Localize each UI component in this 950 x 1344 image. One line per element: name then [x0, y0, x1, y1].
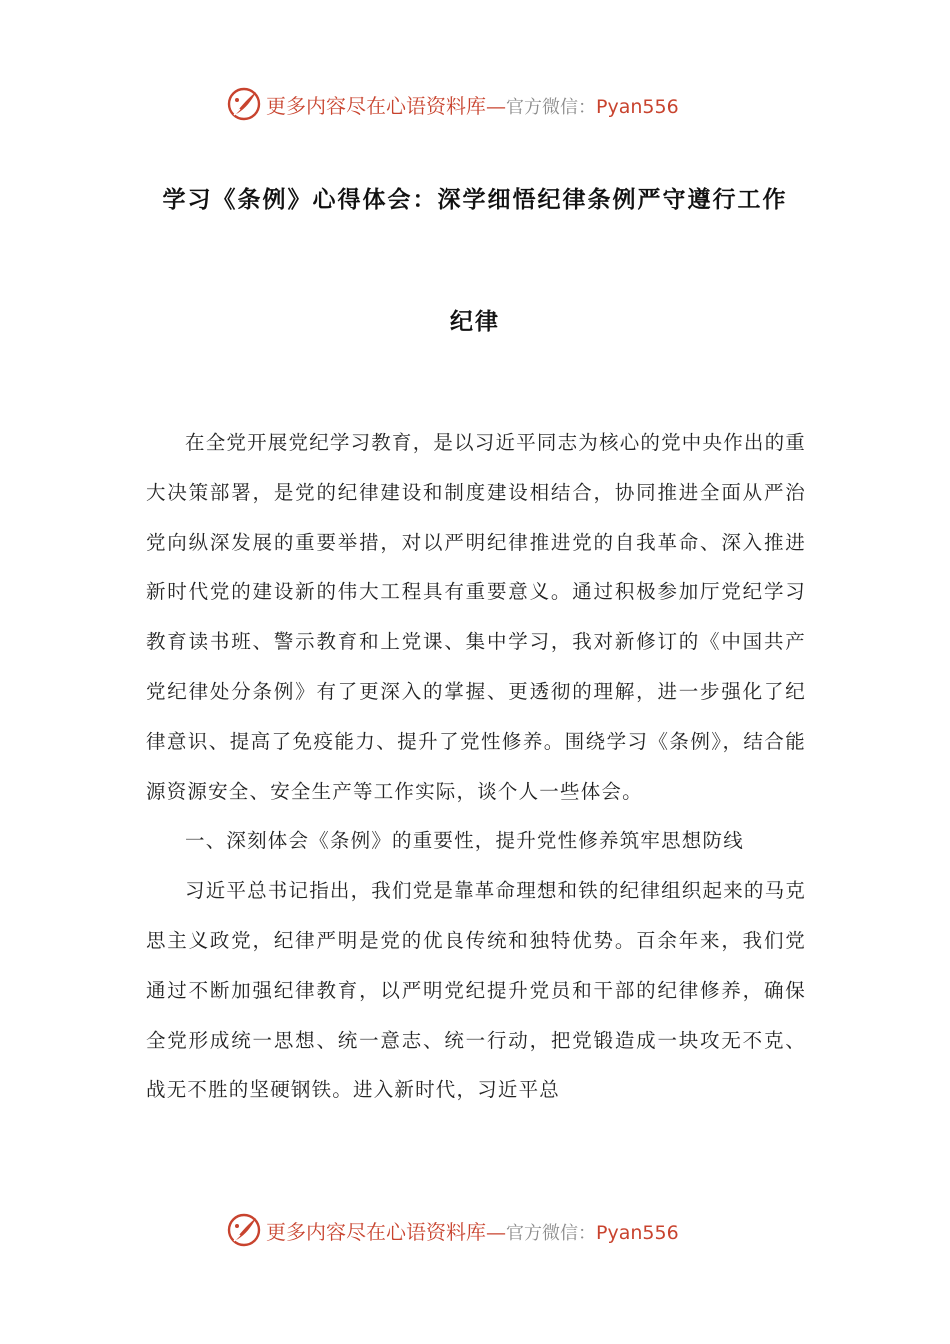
banner-wechat-id: Pyan556 — [596, 1221, 679, 1244]
banner-slogan: 更多内容尽在心语资料库 — [266, 1219, 486, 1244]
banner-wechat-id: Pyan556 — [596, 95, 679, 118]
document-body — [146, 418, 806, 1115]
banner-wechat-label: 官方微信： — [506, 1222, 596, 1244]
document-title-line-2: 纪律 — [450, 309, 500, 335]
banner-dash: — — [486, 93, 506, 118]
banner-wechat-label: 官方微信： — [506, 96, 596, 118]
header-banner — [0, 84, 950, 124]
quill-logo-icon — [226, 86, 262, 122]
banner-text — [266, 90, 679, 119]
body-paragraph: 习近平总书记指出，我们党是靠革命理想和铁的纪律组织起来的马克思主义政党，纪律严明是党的优良传统和独特优势。百余年来，我们党通过不断加强纪律教育，以严明党纪提升党员和干部的纪律修养，确保全党形成统一思想、统一意志、统一行动，把党锻造成一块攻无不克、战无不胜的坚硬钢铁。进入新时代，习近平总 — [146, 879, 807, 1102]
banner-text — [266, 1216, 679, 1245]
quill-logo-icon — [226, 1212, 262, 1248]
footer-banner — [0, 1210, 950, 1250]
body-paragraph: 在全党开展党纪学习教育，是以习近平同志为核心的党中央作出的重大决策部署，是党的纪律建设和制度建设相结合，协同推进全面从严治党向纵深发展的重要举措，对以严明纪律推进党的自我革命、深入推进新时代党的建设新的伟大工程具有重要意义。通过积极参加厅党纪学习教育读书班、警示教育和上党课、集中学习，我对新修订的《中国共产党纪律处分条例》有了更深入的掌握、更透彻的理解，进一步强化了纪律意识、提高了免疫能力、提升了党性修养。围绕学习《条例》，结合能源资源安全、安全生产等工作实际，谈个人一些体会。 — [146, 431, 807, 803]
document-title-line-1: 学习《条例》心得体会：深学细悟纪律条例严守遵行工作 — [162, 187, 788, 213]
banner-slogan: 更多内容尽在心语资料库 — [266, 93, 486, 118]
banner-dash: — — [486, 1219, 506, 1244]
section-heading: 一、深刻体会《条例》的重要性，提升党性修养筑牢思想防线 — [185, 829, 744, 853]
